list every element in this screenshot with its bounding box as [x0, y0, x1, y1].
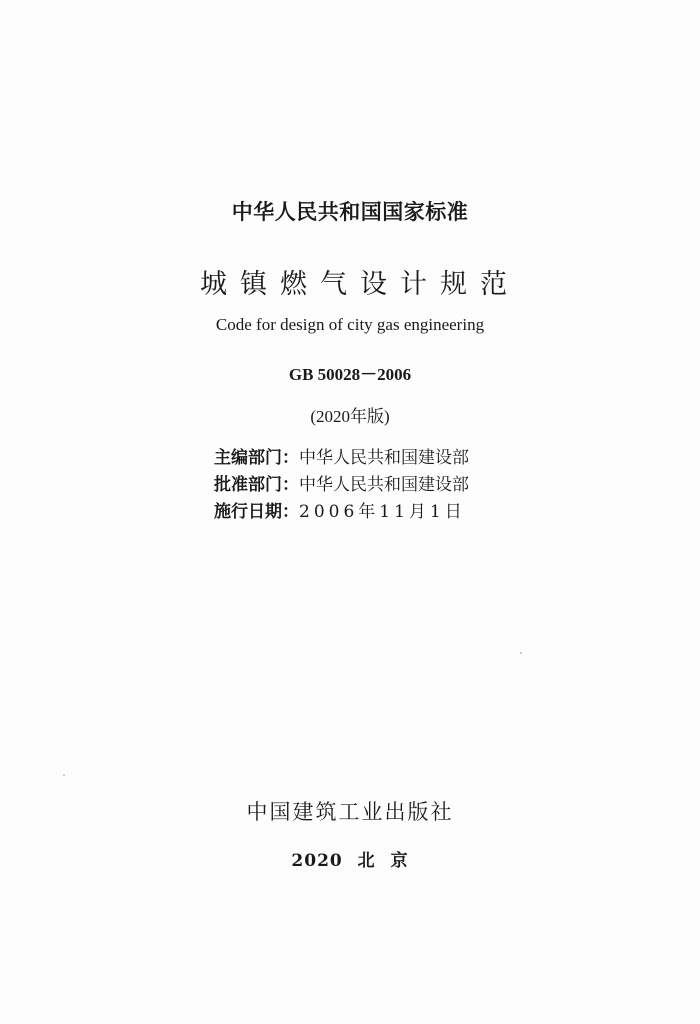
publisher-name: 中国建筑工业出版社	[246, 800, 454, 824]
effective-date-row	[214, 499, 514, 526]
meta-value: 中华人民共和国建设部	[299, 448, 469, 468]
edition-label: (2020年版)	[310, 407, 390, 426]
meta-label: 批准部门：	[214, 475, 299, 495]
approval-department-row	[214, 472, 514, 499]
document-title-english: Code for design of city gas engineering	[215, 315, 485, 334]
meta-value: 中华人民共和国建设部	[299, 475, 469, 495]
meta-label: 主编部门：	[214, 448, 299, 468]
chief-editor-row	[214, 445, 514, 472]
scan-speck	[63, 774, 65, 776]
standard-authority: 中华人民共和国国家标准	[231, 200, 469, 224]
publication-year-place: 2020 北 京	[291, 851, 409, 871]
scan-speck	[520, 652, 522, 654]
meta-label: 施行日期：	[214, 502, 299, 522]
meta-value: 2006年11月1日	[299, 502, 466, 522]
standard-code: GB 50028－2006	[288, 365, 412, 384]
document-title-chinese: 城镇燃气设计规范	[200, 269, 520, 300]
issuance-info	[214, 445, 514, 526]
